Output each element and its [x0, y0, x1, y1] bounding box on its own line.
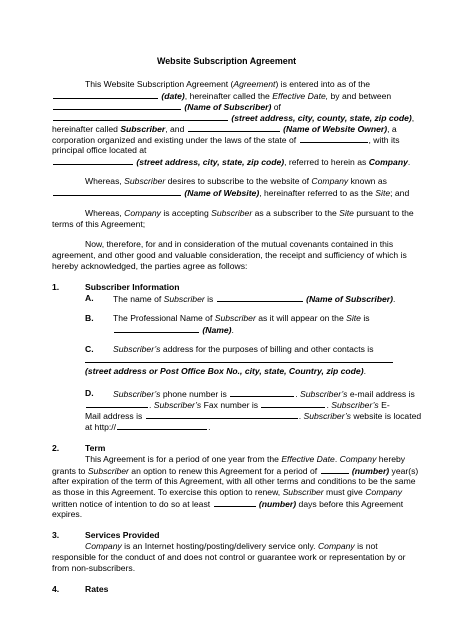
fax-field[interactable] [261, 399, 325, 408]
term-line-6: expires. [52, 509, 83, 519]
whereas-1-line-1: Whereas, Subscriber desires to subscribe to the website of Company known as [85, 176, 387, 186]
term-line-5: written notice of intention to do so at least (number) days before this Agreement [52, 499, 404, 509]
item-c-text-1: Subscriber’s address for the purposes of billing and other contacts is [113, 344, 374, 354]
intro-line-2: (date), hereinafter called the Effective Date, by and between [52, 90, 391, 102]
section-2-heading: Term [85, 443, 106, 453]
whereas-2-line-1: Whereas, Company is accepting Subscriber as a subscriber to the Site pursuant to the [85, 208, 414, 218]
intro-line-6: corporation organized and existing under the laws of the state of , with its [52, 135, 400, 145]
intro-line-3: (Name of Subscriber) of [52, 101, 281, 113]
item-b-label: B. [85, 313, 94, 323]
email-field[interactable] [86, 399, 148, 408]
services-line-1: Company is an Internet hosting/posting/delivery service only. Company is not [85, 541, 378, 551]
term-line-3: after expiration of the term of this Agreement, with all other terms and conditions to be the same [52, 476, 416, 486]
item-d-text-2: . Subscriber’s Fax number is . Subscriber’s E- [85, 399, 390, 411]
phone-field[interactable] [230, 388, 294, 397]
state-blank[interactable] [300, 134, 368, 143]
renewal-years-field[interactable] [321, 465, 349, 474]
item-a-text: The name of Subscriber is (Name of Subscriber). [113, 294, 396, 304]
whereas-1-line-2: (Name of Website), hereinafter referred to as the Site; and [52, 187, 409, 199]
item-d-text-3: Mail address is . Subscriber’s website is located [85, 411, 422, 421]
consideration-line-2: agreement, and other good and valuable consideration, the receipt and sufficiency of which is [52, 250, 407, 260]
subscriber-name-field[interactable] [217, 293, 303, 302]
website-owner-blank[interactable] [188, 123, 280, 132]
section-4-heading: Rates [85, 584, 109, 594]
website-url-field[interactable] [117, 421, 207, 430]
document-title: Website Subscription Agreement [157, 56, 297, 66]
company-address-blank[interactable] [53, 156, 133, 165]
subscriber-name-blank[interactable] [53, 101, 181, 110]
item-a-label: A. [85, 293, 94, 303]
item-c-text-2: (street address or Post Office Box No., city, state, Country, zip code). [85, 366, 366, 376]
term-line-4: as those in this Agreement. To exercise this option to renew, Subscriber must give Company [52, 487, 402, 497]
item-c-label: C. [85, 344, 94, 354]
intro-line-7: principal office located at [52, 145, 147, 155]
section-3-number: 3. [52, 530, 60, 540]
website-name-blank[interactable] [53, 187, 181, 196]
subscriber-address-blank[interactable] [53, 112, 228, 121]
item-b-text-1: The Professional Name of Subscriber as it will appear on the Site is [113, 313, 370, 323]
item-d-text-1: Subscriber’s phone number is . Subscriber’s e-mail address is [113, 389, 415, 399]
consideration-line-1: Now, therefore, for and in consideration of the mutual covenants contained in this [85, 239, 394, 249]
item-d-text-4: at http:// . [85, 422, 211, 432]
item-d-label: D. [85, 388, 94, 398]
section-3-heading: Services Provided [85, 530, 160, 540]
professional-name-field[interactable] [114, 324, 199, 333]
mail-address-field[interactable] [146, 410, 298, 419]
intro-line-1: This Website Subscription Agreement (Agreement) is entered into as of the [85, 79, 371, 89]
services-line-3: from non-subscribers. [52, 563, 136, 573]
services-line-2: responsible for the conduct of and does not control or guarantee work or representation by or [52, 552, 406, 562]
section-1-heading: Subscriber Information [85, 282, 180, 292]
section-4-number: 4. [52, 584, 60, 594]
section-1-number: 1. [52, 282, 60, 292]
intro-line-8: (street address, city, state, zip code), referred to herein as Company. [52, 156, 410, 168]
intro-line-4: (street address, city, county, state, zip code), [52, 112, 414, 124]
whereas-2-line-2: terms of this Agreement; [52, 219, 146, 229]
section-2-number: 2. [52, 443, 60, 453]
item-b-text-2: (Name). [113, 324, 234, 336]
consideration-line-3: hereby acknowledged, the parties agree as follows: [52, 261, 248, 271]
term-line-1: This Agreement is for a period of one year from the Effective Date. Company hereby [85, 454, 406, 464]
term-line-2: grants to Subscriber an option to renew this Agreement for a period of (number) year(s) [52, 466, 419, 476]
date-blank[interactable] [53, 90, 158, 99]
billing-address-field[interactable] [85, 362, 393, 363]
intro-line-5: hereinafter called Subscriber, and (Name of Website Owner), a [52, 124, 397, 134]
notice-days-field[interactable] [214, 498, 256, 507]
